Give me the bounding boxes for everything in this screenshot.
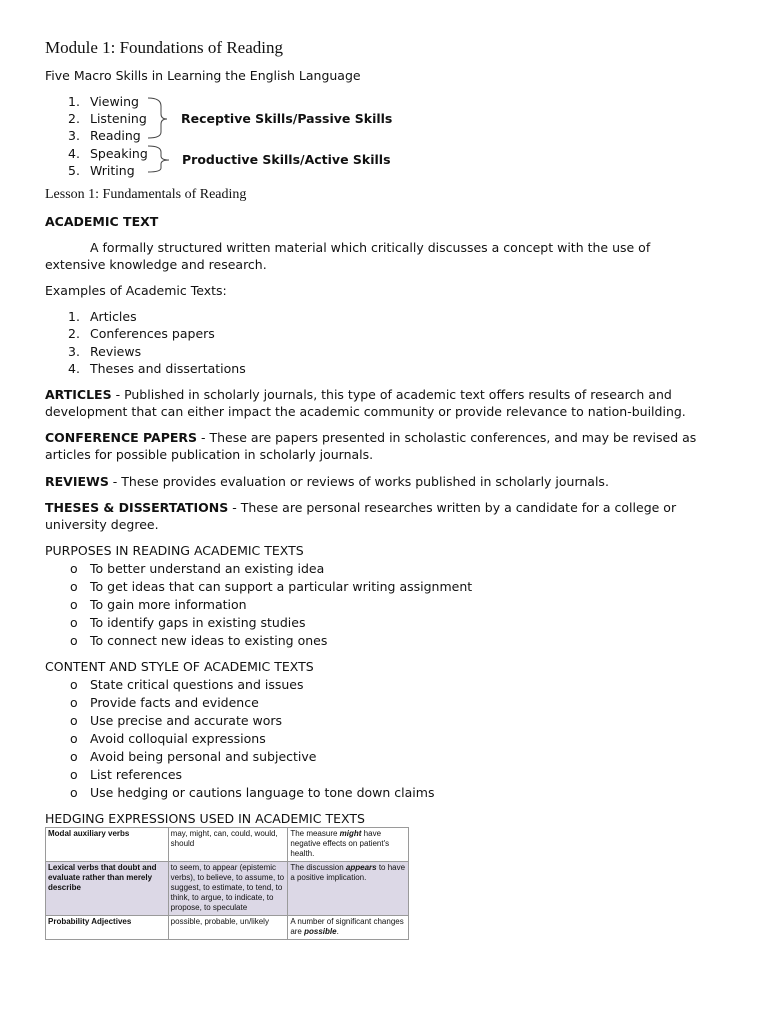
list-item: Avoid being personal and subjective xyxy=(90,749,317,764)
hedging-table xyxy=(45,827,409,940)
bullet-icon: o xyxy=(70,615,78,630)
list-item-label: Viewing xyxy=(90,94,139,109)
bullet-icon: o xyxy=(70,731,78,746)
table-cell-type: Lexical verbs that doubt and evaluate rather than merely describe xyxy=(46,862,169,916)
definition-articles: ARTICLES - Published in scholarly journals, this type of academic text offers results of research and development that can either impact the academic community or provide relevance to nation-building. xyxy=(45,387,686,419)
list-item: 4. xyxy=(68,146,80,161)
definition-reviews: REVIEWS - These provides evaluation or reviews of works published in scholarly journals. xyxy=(45,474,609,489)
page-title: Module 1: Foundations of Reading xyxy=(45,38,283,57)
bullet-icon: o xyxy=(70,677,78,692)
list-item-label: Theses and dissertations xyxy=(90,361,246,376)
list-item-label: Reading xyxy=(90,128,141,143)
list-item: 1. xyxy=(68,94,80,109)
content-style-heading: CONTENT AND STYLE OF ACADEMIC TEXTS xyxy=(45,659,314,674)
list-item: 2. xyxy=(68,326,80,341)
table-cell-example: The measure might have negative effects on patient's health. xyxy=(288,828,409,862)
list-item: 2. xyxy=(68,111,80,126)
table-cell-example: The discussion appears to have a positive implication. xyxy=(288,862,409,916)
bullet-icon: o xyxy=(70,561,78,576)
list-item: 3. xyxy=(68,344,80,359)
receptive-skills-label: Receptive Skills/Passive Skills xyxy=(181,111,393,126)
bullet-icon: o xyxy=(70,713,78,728)
list-item: To connect new ideas to existing ones xyxy=(90,633,328,648)
bullet-icon: o xyxy=(70,749,78,764)
list-item: 1. xyxy=(68,309,80,324)
table-cell-example: A number of significant changes are possible. xyxy=(288,916,409,940)
list-item: To better understand an existing idea xyxy=(90,561,325,576)
brace-icon xyxy=(147,96,183,180)
table-cell-words: to seem, to appear (epistemic verbs), to believe, to assume, to suggest, to estimate, to tend, to think, to argue, to indicate, to propose, to speculate xyxy=(168,862,288,916)
list-item: State critical questions and issues xyxy=(90,677,304,692)
bullet-icon: o xyxy=(70,695,78,710)
examples-heading: Examples of Academic Texts: xyxy=(45,283,227,298)
list-item: Provide facts and evidence xyxy=(90,695,259,710)
list-item-label: Articles xyxy=(90,309,137,324)
list-item-label: Listening xyxy=(90,111,147,126)
definition-theses: THESES & DISSERTATIONS - These are personal researches written by a candidate for a college or university degree. xyxy=(45,500,677,532)
table-row xyxy=(46,916,409,940)
table-row xyxy=(46,862,409,916)
list-item: To gain more information xyxy=(90,597,247,612)
list-item-label: Reviews xyxy=(90,344,142,359)
table-cell-words: may, might, can, could, would, should xyxy=(168,828,288,862)
table-cell-type: Modal auxiliary verbs xyxy=(46,828,169,862)
bullet-icon: o xyxy=(70,579,78,594)
list-item: Use hedging or cautions language to tone down claims xyxy=(90,785,435,800)
section-heading-academic-text: ACADEMIC TEXT xyxy=(45,214,159,229)
bullet-icon: o xyxy=(70,785,78,800)
macro-skills-heading: Five Macro Skills in Learning the English Language xyxy=(45,68,361,83)
list-item-label: Speaking xyxy=(90,146,148,161)
list-item-label: Conferences papers xyxy=(90,326,215,341)
bullet-icon: o xyxy=(70,633,78,648)
table-cell-type: Probability Adjectives xyxy=(46,916,169,940)
list-item: 5. xyxy=(68,163,80,178)
list-item: To identify gaps in existing studies xyxy=(90,615,306,630)
list-item: To get ideas that can support a particular writing assignment xyxy=(90,579,473,594)
purposes-heading: PURPOSES IN READING ACADEMIC TEXTS xyxy=(45,543,304,558)
list-item: 3. xyxy=(68,128,80,143)
table-row xyxy=(46,828,409,862)
academic-text-definition: A formally structured written material which critically discusses a concept with the use of extensive knowledge and research. xyxy=(45,240,651,272)
list-item: Avoid colloquial expressions xyxy=(90,731,266,746)
list-item: Use precise and accurate wors xyxy=(90,713,283,728)
list-item: List references xyxy=(90,767,183,782)
bullet-icon: o xyxy=(70,597,78,612)
hedging-heading: HEDGING EXPRESSIONS USED IN ACADEMIC TEXTS xyxy=(45,811,365,826)
list-item: 4. xyxy=(68,361,80,376)
productive-skills-label: Productive Skills/Active Skills xyxy=(182,152,391,167)
bullet-icon: o xyxy=(70,767,78,782)
definition-conference-papers: CONFERENCE PAPERS - These are papers presented in scholastic conferences, and may be revised as articles for possible publication in scholarly journals. xyxy=(45,430,697,462)
table-cell-words: possible, probable, un/likely xyxy=(168,916,288,940)
lesson-title: Lesson 1: Fundamentals of Reading xyxy=(45,187,247,202)
list-item-label: Writing xyxy=(90,163,135,178)
